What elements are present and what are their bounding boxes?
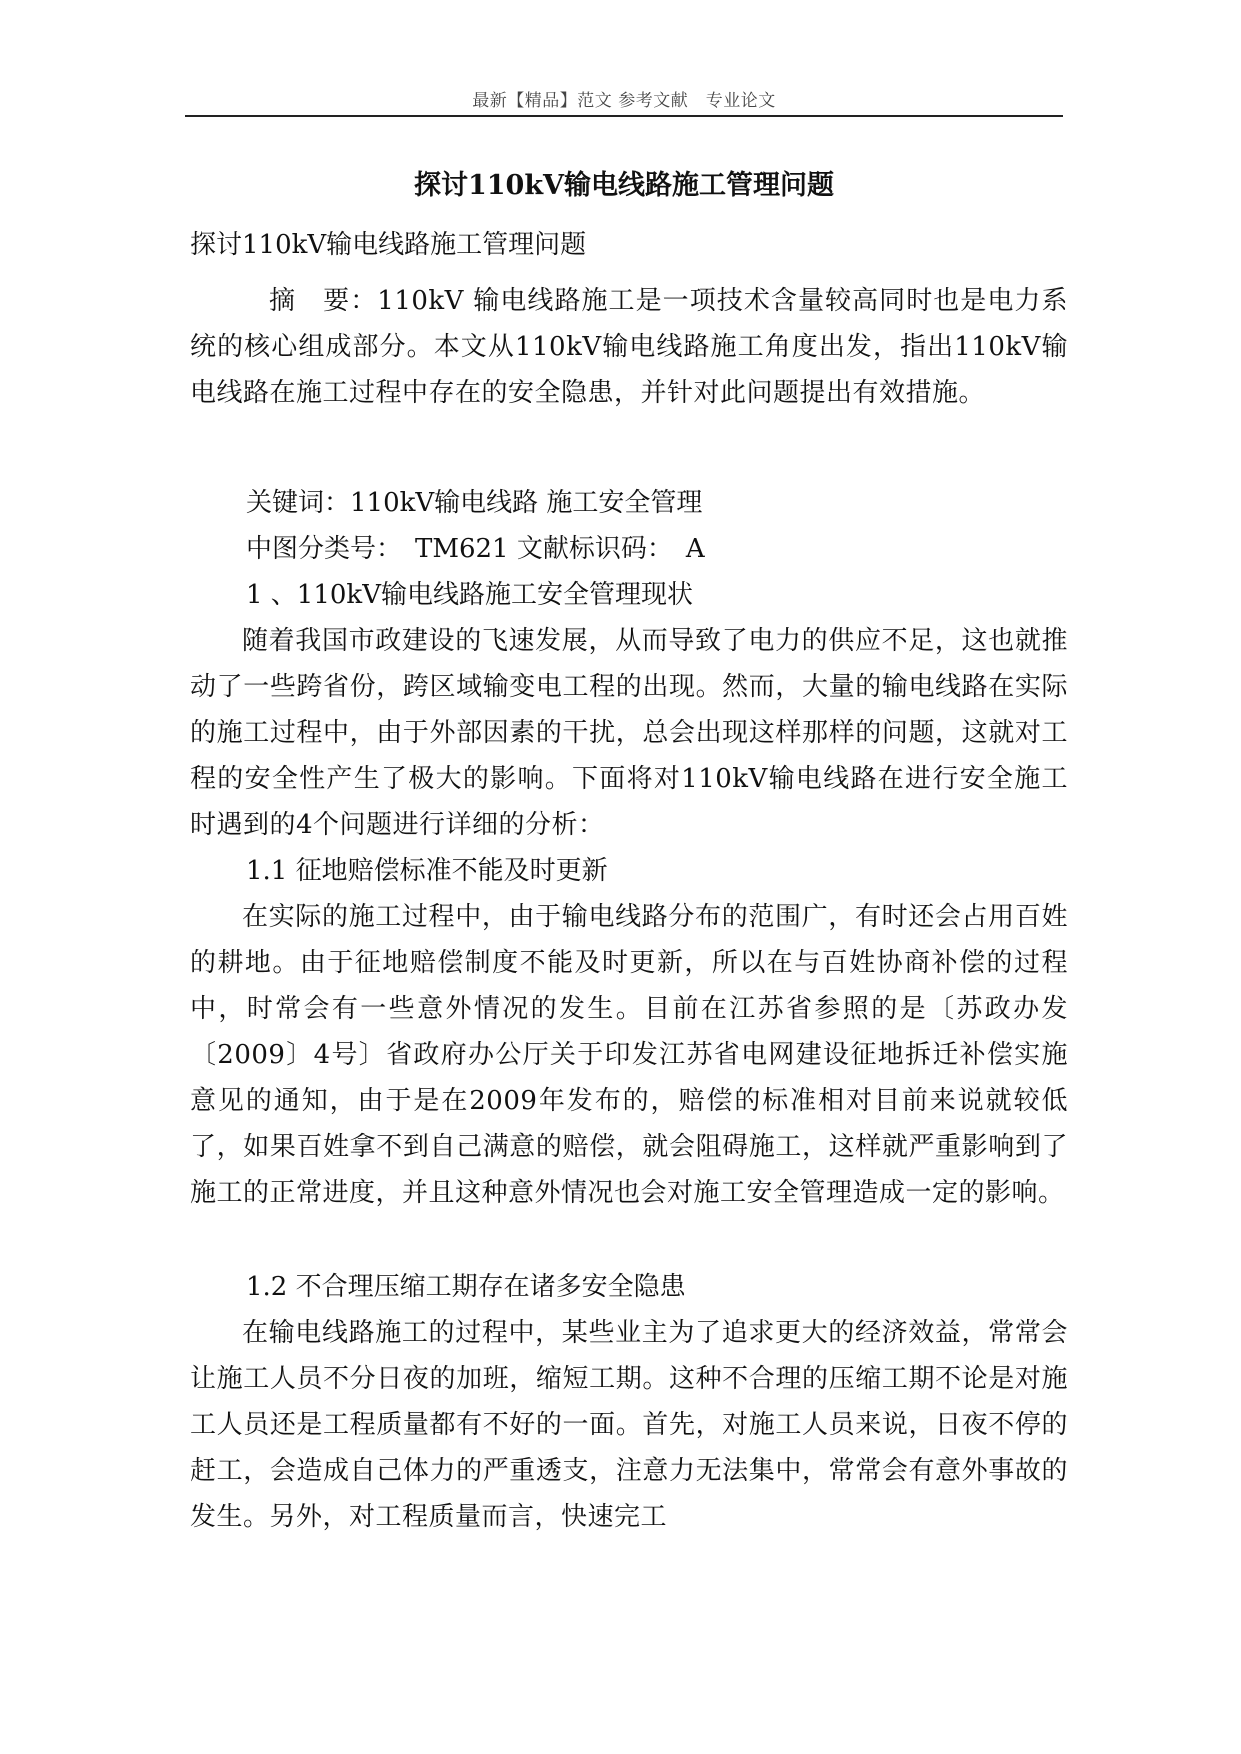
subsection-paragraph: 在实际的施工过程中，由于输电线路分布的范围广，有时还会占用百姓的耕地。由于征地赔偿制度不能及时更新，所以在与百姓协商补偿的过程中，时常会有一些意外情况的发生。目前在江苏省参照的是〔苏政办发〔2009〕4号〕省政府办公厅关于印发江苏省电网建设征地拆迁补偿实施意见的通知，由于是在2009年发布的，赔偿的标准相对目前来说就较低了，如果百姓拿不到自己满意的赔偿，就会阻碍施工，这样就严重影响到了施工的正常进度，并且这种意外情况也会对施工安全管理造成一定的影响。 xyxy=(190,902,1068,1208)
subsection-heading: 1.2 不合理压缩工期存在诸多安全隐患 xyxy=(246,1272,686,1302)
classification-line: 中图分类号： TM621 文献标识码： A xyxy=(246,534,705,564)
document-title: 探讨110kV输电线路施工管理问题 xyxy=(413,170,834,201)
document-subtitle: 探讨110kV输电线路施工管理问题 xyxy=(190,230,587,260)
abstract-paragraph: 摘 要：110kV 输电线路施工是一项技术含量较高同时也是电力系统的核心组成部分。本文从110kV输电线路施工角度出发，指出110kV输电线路在施工过程中存在的安全隐患，并针对此问题提出有效措施。 xyxy=(190,286,1068,408)
page-header: 最新【精品】范文 参考文献 专业论文 xyxy=(472,91,776,111)
section-paragraph: 随着我国市政建设的飞速发展，从而导致了电力的供应不足，这也就推动了一些跨省份，跨区域输变电工程的出现。然而，大量的输电线路在实际的施工过程中，由于外部因素的干扰，总会出现这样那样的问题，这就对工程的安全性产生了极大的影响。下面将对110kV输电线路在进行安全施工时遇到的4个问题进行详细的分析： xyxy=(190,626,1068,840)
subsection-heading: 1.1 征地赔偿标准不能及时更新 xyxy=(246,856,608,886)
keywords-line: 关键词：110kV输电线路 施工安全管理 xyxy=(246,488,703,518)
header-divider xyxy=(185,115,1063,117)
section-heading: 1 、110kV输电线路施工安全管理现状 xyxy=(246,580,693,610)
subsection-paragraph: 在输电线路施工的过程中，某些业主为了追求更大的经济效益，常常会让施工人员不分日夜的加班，缩短工期。这种不合理的压缩工期不论是对施工人员还是工程质量都有不好的一面。首先，对施工人员来说，日夜不停的赶工，会造成自己体力的严重透支，注意力无法集中，常常会有意外事故的发生。另外，对工程质量而言，快速完工 xyxy=(190,1318,1068,1532)
